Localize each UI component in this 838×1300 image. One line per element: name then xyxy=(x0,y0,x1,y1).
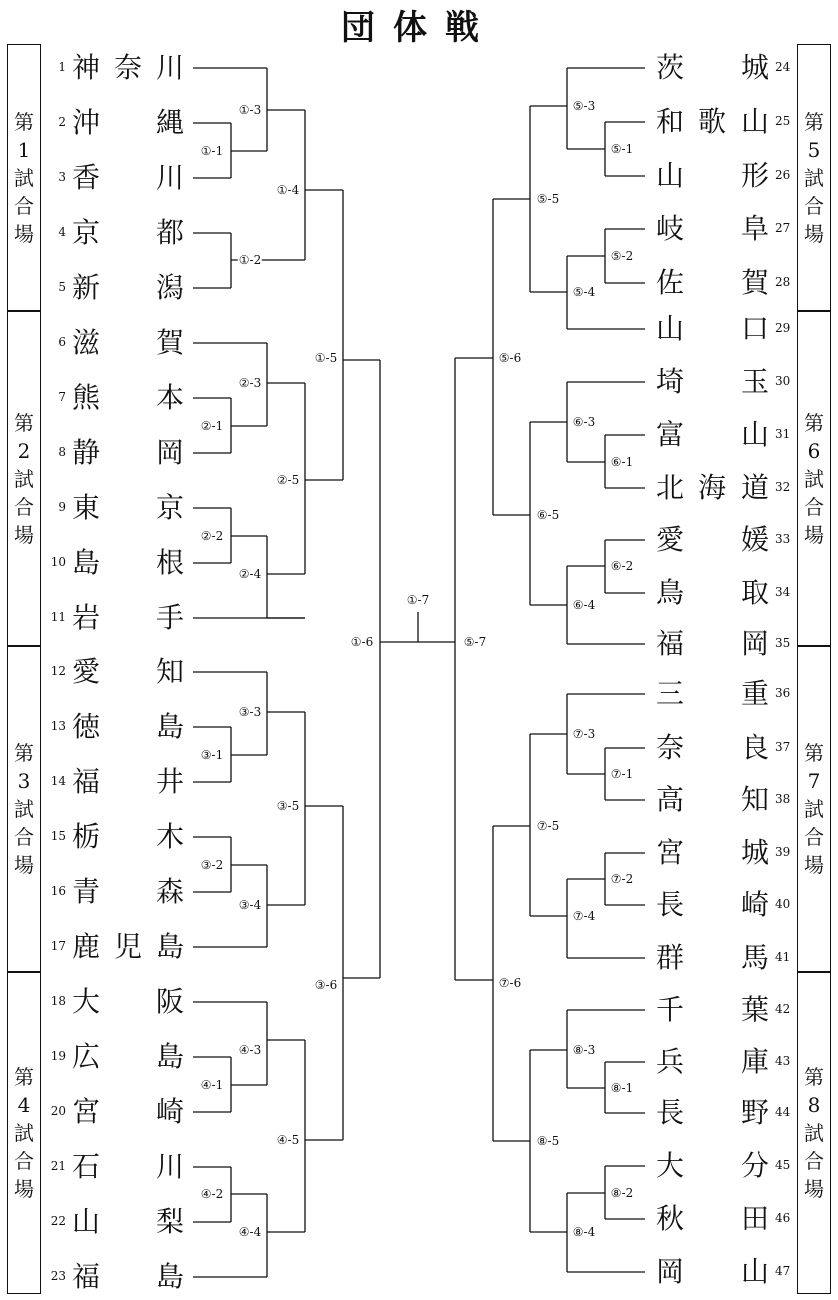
team-name-char: 富 xyxy=(655,418,685,451)
team-name-char: 徳 xyxy=(71,710,101,743)
team-name-char: 福 xyxy=(71,1260,101,1293)
team-name-char: 重 xyxy=(740,677,770,710)
match-label: ④-4 xyxy=(238,1225,262,1239)
match-label: ④-2 xyxy=(200,1187,224,1201)
seed-number: 21 xyxy=(50,1159,66,1173)
match-label: ③-5 xyxy=(276,799,300,813)
team-name-char: 鳥 xyxy=(655,576,685,609)
team-name-char: 馬 xyxy=(740,941,770,974)
seed-number: 32 xyxy=(775,480,791,494)
venue-label-char: 第 xyxy=(14,741,34,765)
match-label: ⑦-5 xyxy=(536,819,560,833)
match-label: ①-1 xyxy=(200,144,224,158)
seed-number: 3 xyxy=(58,170,66,184)
team-name-char: 歌 xyxy=(697,105,727,138)
seed-number: 38 xyxy=(775,792,791,806)
match-label: ③-4 xyxy=(238,898,262,912)
venue-label-char: 合 xyxy=(804,494,824,519)
team-name-char: 栃 xyxy=(71,820,101,853)
seed-number: 25 xyxy=(775,114,791,128)
seed-number: 35 xyxy=(775,636,791,650)
venue-label-char: 試 xyxy=(14,165,34,190)
seed-number: 17 xyxy=(50,939,66,953)
team-name-char: 群 xyxy=(655,941,685,974)
team-name-char: 神 xyxy=(71,51,101,84)
team-name-char: 井 xyxy=(155,765,185,798)
venue-label-char: 合 xyxy=(14,494,34,519)
team-name-char: 青 xyxy=(71,875,101,908)
page-title: 団体戦 xyxy=(341,8,497,48)
team-name-char: 梨 xyxy=(155,1205,185,1238)
seed-number: 11 xyxy=(50,610,66,624)
seed-number: 14 xyxy=(50,774,66,788)
venue-label-char: 場 xyxy=(804,221,824,246)
team-name-char: 本 xyxy=(155,381,185,414)
team-name-char: 川 xyxy=(155,51,185,84)
team-name-char: 田 xyxy=(740,1202,770,1235)
venue-label-char: 第 xyxy=(14,410,34,435)
match-label: ④-3 xyxy=(238,1043,262,1057)
team-name-char: 茨 xyxy=(655,51,685,84)
team-name-char: 千 xyxy=(655,993,685,1026)
seed-number: 39 xyxy=(775,845,791,859)
seed-number: 40 xyxy=(775,897,791,911)
seed-number: 27 xyxy=(775,221,791,235)
seed-number: 29 xyxy=(775,321,791,335)
team-name-char: 岡 xyxy=(155,436,185,469)
team-name-char: 沖 xyxy=(71,106,101,139)
venue-label-char: 場 xyxy=(14,1177,34,1201)
team-name-char: 崎 xyxy=(740,888,770,921)
match-label: ⑤-3 xyxy=(572,99,596,113)
team-name-char: 長 xyxy=(655,888,685,921)
team-name-char: 岡 xyxy=(740,627,770,660)
team-name-char: 阪 xyxy=(155,985,185,1018)
team-name-char: 縄 xyxy=(155,106,185,139)
seed-number: 46 xyxy=(775,1211,791,1225)
seed-number: 5 xyxy=(58,280,66,294)
match-label: ⑥-5 xyxy=(536,508,560,522)
team-name-char: 島 xyxy=(155,930,185,963)
team-name-char: 川 xyxy=(155,1150,185,1183)
venue-label-char: 試 xyxy=(14,797,34,821)
seed-number: 9 xyxy=(58,500,66,514)
team-name-char: 石 xyxy=(71,1150,101,1183)
seed-number: 19 xyxy=(50,1049,66,1063)
match-label: ⑤-5 xyxy=(536,192,560,206)
team-name-char: 城 xyxy=(740,836,770,869)
match-label: ⑦-4 xyxy=(572,909,596,923)
match-label: ⑦-2 xyxy=(610,872,634,886)
team-name-char: 愛 xyxy=(71,655,101,688)
team-name-char: 三 xyxy=(655,677,685,710)
team-name-char: 賀 xyxy=(740,266,770,299)
team-name-char: 熊 xyxy=(71,381,101,414)
team-name-char: 児 xyxy=(113,930,143,963)
venue-label-char: 7 xyxy=(807,769,821,793)
venue-label-char: 合 xyxy=(14,193,34,218)
match-label: ③-6 xyxy=(314,978,338,992)
match-label: ⑦-6 xyxy=(498,976,522,990)
seed-number: 1 xyxy=(58,60,66,74)
team-name-char: 岩 xyxy=(71,601,101,634)
team-name-char: 山 xyxy=(740,418,770,451)
venue-label-char: 2 xyxy=(17,438,31,463)
venue-label-char: 5 xyxy=(807,137,821,162)
seed-number: 36 xyxy=(775,686,791,700)
match-label: ③-1 xyxy=(200,748,224,762)
team-name-char: 口 xyxy=(740,312,770,345)
match-label: ①-3 xyxy=(238,103,262,117)
seed-number: 44 xyxy=(775,1105,791,1119)
team-name-char: 川 xyxy=(155,161,185,194)
seed-number: 45 xyxy=(775,1158,791,1172)
seed-number: 43 xyxy=(775,1054,791,1068)
match-label: ⑧-1 xyxy=(610,1081,634,1095)
team-name-char: 岐 xyxy=(655,212,685,245)
match-label: ⑥-4 xyxy=(572,598,596,612)
seed-number: 20 xyxy=(50,1104,66,1118)
seed-number: 33 xyxy=(775,532,791,546)
team-name-char: 都 xyxy=(155,216,185,249)
seed-number: 12 xyxy=(50,664,66,678)
venue-label-char: 合 xyxy=(14,825,34,849)
team-name-char: 愛 xyxy=(655,523,685,556)
team-name-char: 海 xyxy=(697,471,727,504)
team-name-char: 新 xyxy=(71,271,101,304)
team-name-char: 玉 xyxy=(740,365,770,398)
team-name-char: 宮 xyxy=(71,1095,101,1128)
team-name-char: 野 xyxy=(740,1096,770,1129)
team-name-char: 高 xyxy=(655,783,685,816)
match-label: ②-2 xyxy=(200,529,224,543)
team-name-char: 鹿 xyxy=(71,930,101,963)
team-name-char: 山 xyxy=(71,1205,101,1238)
team-name-char: 滋 xyxy=(71,326,101,359)
match-label: ②-3 xyxy=(238,376,262,390)
seed-number: 41 xyxy=(775,950,791,964)
seed-number: 30 xyxy=(775,374,791,388)
venue-label-char: 8 xyxy=(807,1093,821,1117)
venue-label-char: 場 xyxy=(804,1177,824,1201)
venue-label-char: 場 xyxy=(804,522,824,547)
match-label: ⑥-3 xyxy=(572,415,596,429)
seed-number: 4 xyxy=(58,225,66,239)
team-name-char: 秋 xyxy=(655,1202,685,1235)
team-name-char: 京 xyxy=(71,216,101,249)
venue-label-char: 4 xyxy=(17,1093,31,1117)
venue-label-char: 第 xyxy=(14,1065,34,1089)
seed-number: 37 xyxy=(775,740,791,754)
team-name-char: 大 xyxy=(655,1149,685,1182)
team-name-char: 崎 xyxy=(155,1095,185,1128)
seed-number: 28 xyxy=(775,275,791,289)
team-name-char: 山 xyxy=(655,312,685,345)
seed-number: 13 xyxy=(50,719,66,733)
match-label: ②-4 xyxy=(238,567,262,581)
team-name-char: 埼 xyxy=(655,365,685,398)
match-label: ⑤-1 xyxy=(610,142,634,156)
venue-label-char: 試 xyxy=(804,466,824,491)
venue-label-char: 3 xyxy=(17,769,31,793)
team-name-char: 山 xyxy=(740,1255,770,1288)
match-label: ⑤-6 xyxy=(498,351,522,365)
seed-number: 34 xyxy=(775,585,791,599)
match-label: ⑤-4 xyxy=(572,285,596,299)
team-name-char: 奈 xyxy=(655,731,685,764)
team-name-char: 和 xyxy=(655,105,685,138)
venue-label-char: 合 xyxy=(804,193,824,218)
team-name-char: 城 xyxy=(740,51,770,84)
venue-label-char: 場 xyxy=(14,522,34,547)
team-name-char: 阜 xyxy=(740,212,770,245)
seed-number: 10 xyxy=(50,555,66,569)
team-name-char: 賀 xyxy=(155,326,185,359)
venue-label-char: 1 xyxy=(17,137,31,162)
match-label: ⑦-1 xyxy=(610,767,634,781)
seed-number: 15 xyxy=(50,829,66,843)
venue-label-char: 場 xyxy=(804,853,824,877)
team-name-char: 知 xyxy=(740,783,770,816)
team-name-char: 奈 xyxy=(113,51,143,84)
team-name-char: 福 xyxy=(71,765,101,798)
venue-label-char: 合 xyxy=(14,1149,34,1173)
team-name-char: 知 xyxy=(155,655,185,688)
seed-number: 18 xyxy=(50,994,66,1008)
match-label: ⑥-1 xyxy=(610,455,634,469)
venue-label-char: 合 xyxy=(804,825,824,849)
match-label: ⑤-7 xyxy=(463,635,487,649)
match-label: ⑧-3 xyxy=(572,1043,596,1057)
match-label: ①-4 xyxy=(276,183,300,197)
team-name-char: 手 xyxy=(155,601,185,634)
team-name-char: 島 xyxy=(155,1260,185,1293)
team-name-char: 山 xyxy=(740,105,770,138)
match-label: ⑧-4 xyxy=(572,1225,596,1239)
venue-label-char: 試 xyxy=(804,165,824,190)
venue-label-char: 6 xyxy=(807,438,821,463)
match-label: ⑤-2 xyxy=(610,249,634,263)
match-label: ⑧-2 xyxy=(610,1186,634,1200)
match-label: ①-5 xyxy=(314,351,338,365)
match-label: ④-5 xyxy=(276,1133,300,1147)
seed-number: 6 xyxy=(58,335,66,349)
team-name-char: 島 xyxy=(71,546,101,579)
venue-label-char: 第 xyxy=(14,109,34,134)
venue-label-char: 試 xyxy=(804,797,824,821)
venue-label-char: 試 xyxy=(804,1121,824,1145)
venue-label-char: 場 xyxy=(14,221,34,246)
venue-label-char: 試 xyxy=(14,1121,34,1145)
team-name-char: 広 xyxy=(71,1040,101,1073)
team-name-char: 道 xyxy=(740,471,770,504)
match-label: ②-5 xyxy=(276,473,300,487)
venue-label-char: 試 xyxy=(14,466,34,491)
team-name-char: 葉 xyxy=(740,993,770,1026)
venue-label-char: 場 xyxy=(14,853,34,877)
team-name-char: 媛 xyxy=(740,523,770,556)
match-label: ①-2 xyxy=(238,253,262,267)
team-name-char: 宮 xyxy=(655,836,685,869)
match-label: ①-7 xyxy=(406,593,430,607)
team-name-char: 佐 xyxy=(655,266,685,299)
seed-number: 8 xyxy=(58,445,66,459)
team-name-char: 根 xyxy=(155,546,185,579)
team-name-char: 山 xyxy=(655,159,685,192)
match-label: ⑦-3 xyxy=(572,727,596,741)
match-label: ②-1 xyxy=(200,419,224,433)
team-name-char: 北 xyxy=(655,471,685,504)
match-label: ①-6 xyxy=(350,635,374,649)
team-name-char: 良 xyxy=(740,731,770,764)
team-name-char: 取 xyxy=(740,576,770,609)
team-name-char: 木 xyxy=(155,820,185,853)
match-label: ③-2 xyxy=(200,858,224,872)
seed-number: 26 xyxy=(775,168,791,182)
seed-number: 31 xyxy=(775,427,791,441)
team-name-char: 庫 xyxy=(740,1045,770,1078)
seed-number: 22 xyxy=(50,1214,66,1228)
venue-label-char: 第 xyxy=(804,741,824,765)
team-name-char: 兵 xyxy=(655,1045,685,1078)
seed-number: 23 xyxy=(50,1269,66,1283)
match-label: ③-3 xyxy=(238,705,262,719)
team-name-char: 潟 xyxy=(155,271,185,304)
seed-number: 42 xyxy=(775,1002,791,1016)
team-name-char: 島 xyxy=(155,1040,185,1073)
team-name-char: 岡 xyxy=(655,1255,685,1288)
team-name-char: 形 xyxy=(740,159,770,192)
team-name-char: 森 xyxy=(155,875,185,908)
venue-label-char: 第 xyxy=(804,1065,824,1089)
match-label: ⑥-2 xyxy=(610,559,634,573)
venue-label-char: 第 xyxy=(804,410,824,435)
match-label: ④-1 xyxy=(200,1078,224,1092)
team-name-char: 分 xyxy=(740,1149,770,1182)
team-name-char: 香 xyxy=(71,161,101,194)
seed-number: 2 xyxy=(58,115,66,129)
team-name-char: 福 xyxy=(655,627,685,660)
team-name-char: 東 xyxy=(71,491,101,524)
team-name-char: 長 xyxy=(655,1096,685,1129)
team-name-char: 京 xyxy=(155,491,185,524)
seed-number: 24 xyxy=(775,60,791,74)
seed-number: 47 xyxy=(775,1264,791,1278)
venue-label-char: 合 xyxy=(804,1149,824,1173)
team-name-char: 島 xyxy=(155,710,185,743)
seed-number: 7 xyxy=(58,390,66,404)
team-name-char: 静 xyxy=(71,436,101,469)
venue-label-char: 第 xyxy=(804,109,824,134)
team-name-char: 大 xyxy=(71,985,101,1018)
seed-number: 16 xyxy=(50,884,66,898)
match-label: ⑧-5 xyxy=(536,1134,560,1148)
